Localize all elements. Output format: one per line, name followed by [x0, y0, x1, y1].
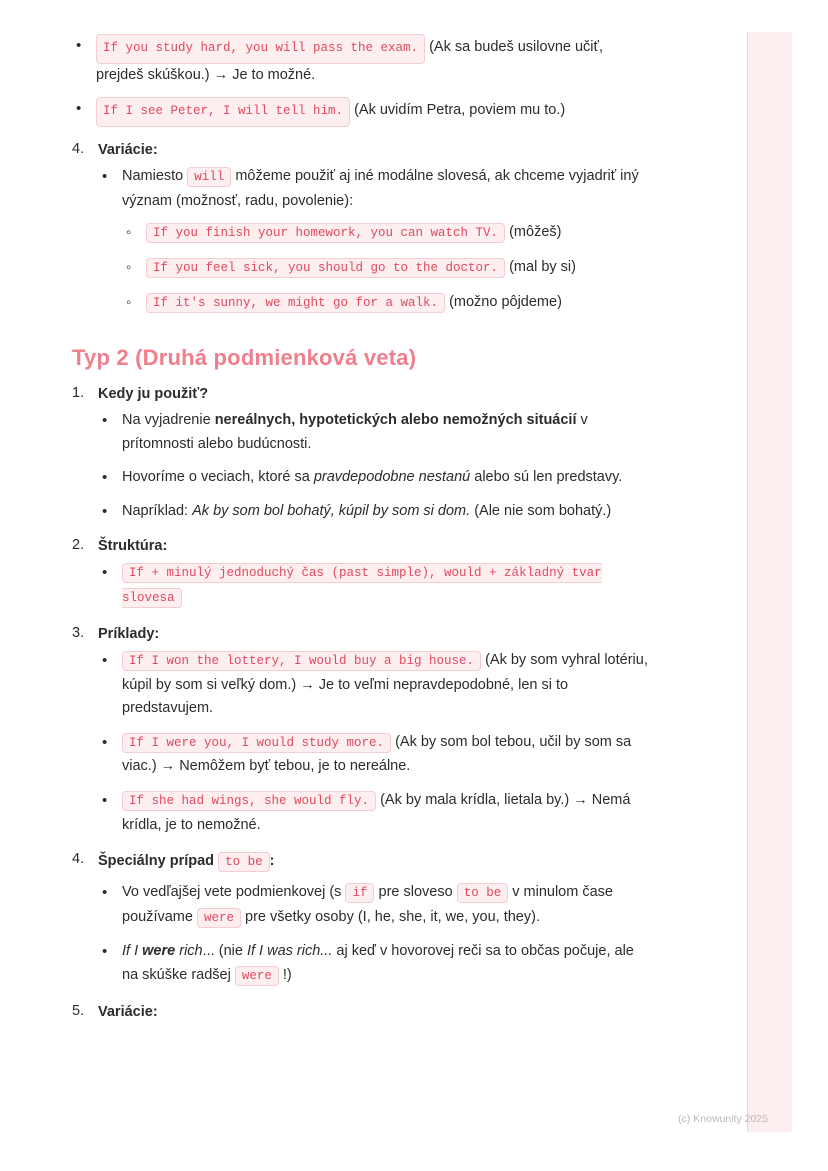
code-chip: were: [235, 966, 279, 986]
section-title: Kedy ju použiť?: [98, 386, 209, 403]
section-struktura: [72, 537, 648, 611]
example-translation: (Ak uvidím Petra, poviem mu to.): [350, 102, 566, 119]
example-translation: (Ak by mala krídla, lietala by.) → Nemá krídla, je to nemožné.: [122, 791, 631, 833]
section-number: 2.: [72, 537, 85, 554]
text-after-code: môžeme použiť aj iné modálne slovesá, ak chceme vyjadriť iný význam (možnosť, radu, povolenie):: [122, 167, 639, 209]
list-item: [122, 291, 648, 316]
list-item: [98, 940, 648, 988]
text: v minulom čase používame: [122, 883, 613, 925]
copyright-footer: (c) Knowunity 2025: [678, 1113, 768, 1125]
text-italic: If I: [122, 943, 143, 960]
code-chip: to be: [218, 852, 270, 872]
section-title: Príklady:: [98, 625, 160, 642]
section-title-after: :: [269, 853, 275, 870]
text: pre všetky osoby (I, he, she, it, we, you, they).: [240, 908, 540, 925]
list-item: [98, 165, 648, 315]
example-translation: (Ak by som vyhral lotériu, kúpil by som si veľký dom.) → Je to veľmi nepravdepodobné, len si to predstavujem.: [122, 651, 648, 717]
text: pre sloveso: [374, 883, 457, 900]
list-item: [98, 561, 648, 611]
code-chip: were: [197, 908, 241, 928]
code-chip: If I were you, I would study more.: [122, 733, 391, 753]
code-chip: will: [187, 167, 231, 187]
text: Na vyjadrenie: [122, 412, 215, 429]
code-chip: to be: [457, 883, 509, 903]
text: Napríklad:: [122, 502, 193, 519]
section-number: 4.: [72, 851, 85, 868]
page-title: Typ 2 (Druhá podmienková veta): [72, 345, 417, 371]
text: aj keď v hovorovej reči sa to občas počuje, ale na skúške radšej: [122, 943, 634, 983]
text: (Ale nie som bohatý.): [470, 502, 612, 519]
list-item: [98, 731, 648, 779]
text: v prítomnosti alebo budúcnosti.: [122, 412, 588, 452]
section-priklady: [72, 625, 648, 837]
list-item: [98, 500, 648, 523]
example-note: (môžeš): [505, 224, 562, 241]
list-item: [98, 881, 648, 931]
section-title: Variácie:: [98, 1003, 158, 1020]
example-translation: (Ak by som bol tebou, učil by som sa viac.) → Nemôžem byť tebou, je to nereálne.: [122, 733, 632, 775]
section-number: 3.: [72, 624, 85, 641]
section-specialny-pripad: [72, 851, 648, 988]
code-chip: If you finish your homework, you can watch TV.: [146, 223, 505, 243]
section-number: 5.: [72, 1002, 85, 1019]
section-title: Štruktúra:: [98, 538, 168, 555]
code-chip: If you feel sick, you should go to the doctor.: [146, 258, 505, 278]
document-content: [60, 34, 768, 1021]
text-italic: pravdepodobne nestanú: [313, 469, 471, 486]
list-item: [98, 466, 648, 489]
list-item: [72, 97, 648, 127]
text: Hovoríme o veciach, ktoré sa: [122, 469, 314, 486]
struktura-bullets: [98, 561, 648, 611]
text-italic: rich: [175, 943, 203, 960]
section: [72, 141, 648, 315]
kedy-bullets: [98, 409, 648, 523]
code-chip: If it's sunny, we might go for a walk.: [146, 293, 445, 313]
text-italic: If I was rich...: [246, 943, 333, 960]
list-item: [122, 221, 648, 246]
example-note: (mal by si): [505, 258, 576, 275]
priklady-bullets: [98, 649, 648, 837]
text: alebo sú len predstavy.: [470, 469, 623, 486]
text-italic-bold: were: [142, 943, 176, 960]
list-item: [72, 34, 648, 87]
code-chip: If + minulý jednoduchý čas (past simple), would + základný tvar slovesa: [122, 563, 602, 608]
section-title-before: Špeciálny prípad: [98, 853, 219, 870]
text: ... (nie: [202, 943, 247, 960]
text-bold: nereálnych, hypotetických alebo nemožných situácií: [214, 412, 577, 429]
section-variacie-1: [72, 141, 648, 315]
section-title: Variácie:: [98, 141, 158, 158]
section-number: 1.: [72, 385, 85, 402]
code-chip: If she had wings, she would fly.: [122, 791, 376, 811]
section-variacie-2: [72, 1003, 648, 1021]
example-translation: (Ak sa budeš usilovne učiť, prejdeš skúškou.) → Je to možné.: [96, 39, 603, 83]
specialny-bullets: [98, 881, 648, 989]
list-item: [98, 409, 648, 456]
list-item: [98, 789, 648, 837]
section-number: 4.: [72, 140, 85, 157]
section-kedy: [72, 385, 648, 523]
text: Vo vedľajšej vete podmienkovej (s: [122, 883, 346, 900]
variacie-sub-list: [122, 221, 648, 315]
list-item: [122, 256, 648, 281]
variacie-bullets: [98, 165, 648, 315]
list-item: [98, 649, 648, 721]
code-chip: If I see Peter, I will tell him.: [96, 97, 350, 127]
code-chip: if: [345, 883, 374, 903]
text-before-code: Namiesto: [122, 167, 188, 184]
code-chip: If you study hard, you will pass the exam.: [96, 34, 425, 64]
text: !): [278, 966, 292, 983]
example-note: (možno pôjdeme): [445, 293, 562, 310]
top-examples-list: [72, 34, 648, 127]
text-italic: Ak by som bol bohatý, kúpil by som si dom.: [192, 502, 471, 519]
typ2-sections: [72, 385, 648, 1020]
code-chip: If I won the lottery, I would buy a big house.: [122, 651, 481, 671]
